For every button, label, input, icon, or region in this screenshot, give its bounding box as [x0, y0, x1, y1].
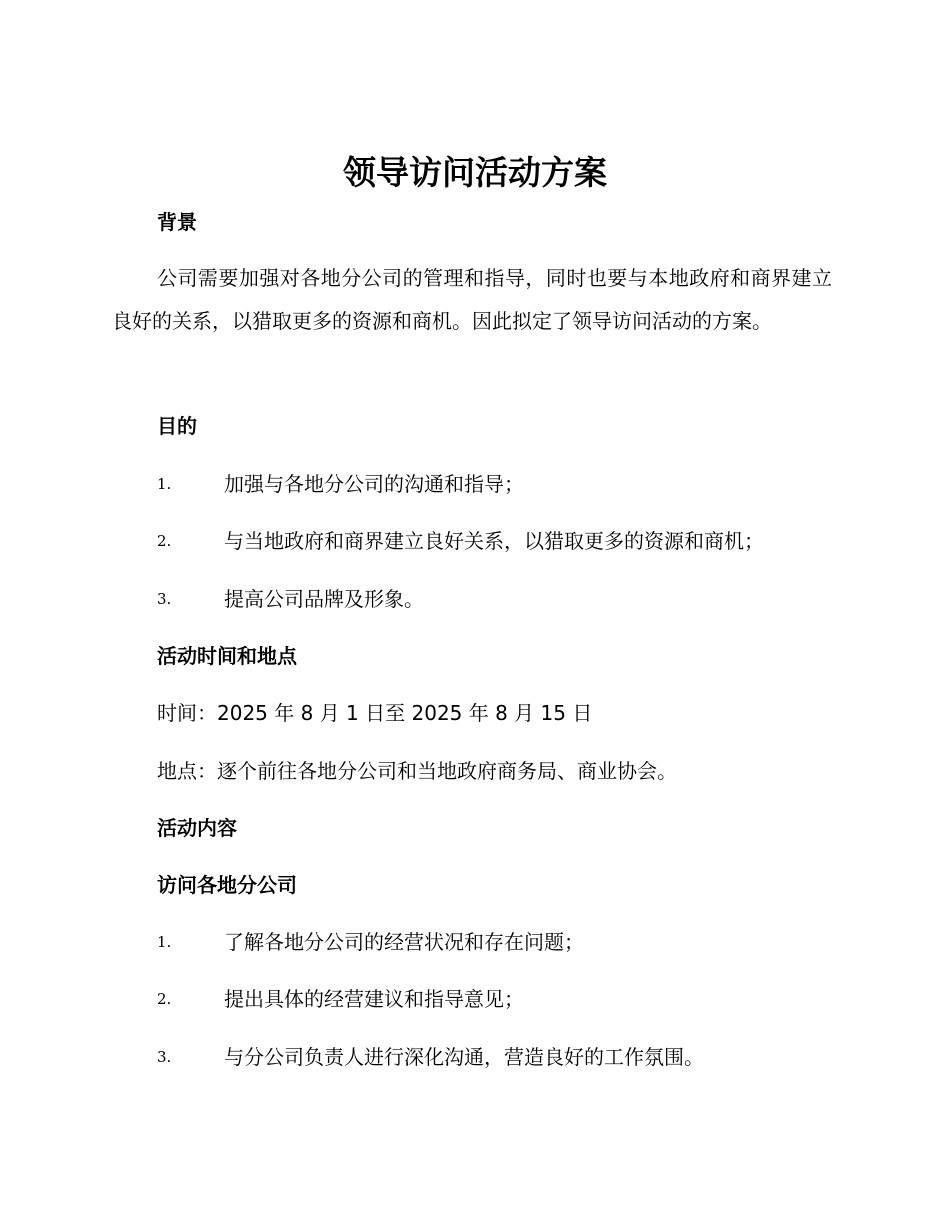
list-item — [157, 527, 857, 555]
activity-place: 地点：逐个前往各地分公司和当地政府商务局、商业协会。 — [157, 759, 677, 783]
list-item — [157, 928, 857, 956]
activity-time: 时间：2025 年 8 月 1 日至 2025 年 8 月 15 日 — [157, 701, 593, 725]
list-item — [157, 1043, 857, 1071]
list-text: 与分公司负责人进行深化沟通，营造良好的工作氛围。 — [224, 1045, 704, 1069]
background-paragraph: 公司需要加强对各地分公司的管理和指导，同时也要与本地政府和商界建立良好的关系，以猎取更多的资源和商机。因此拟定了领导访问活动的方案。 — [112, 266, 832, 333]
list-text: 提出具体的经营建议和指导意见； — [224, 987, 524, 1011]
list-item — [157, 985, 857, 1013]
section-heading-content: 活动内容 — [157, 816, 237, 840]
document-title: 领导访问活动方案 — [343, 153, 607, 192]
section-heading-purpose: 目的 — [157, 414, 197, 438]
list-number: 3. — [157, 590, 172, 608]
list-number: 1. — [157, 933, 172, 951]
list-item — [157, 585, 857, 613]
list-text: 与当地政府和商界建立良好关系，以猎取更多的资源和商机； — [224, 529, 764, 553]
list-number: 3. — [157, 1048, 172, 1066]
list-number: 2. — [157, 990, 172, 1008]
list-text: 提高公司品牌及形象。 — [224, 587, 424, 611]
list-item — [157, 470, 857, 498]
list-number: 2. — [157, 532, 172, 550]
section-heading-time-place: 活动时间和地点 — [157, 644, 297, 668]
list-text: 了解各地分公司的经营状况和存在问题； — [224, 930, 584, 954]
section-heading-background: 背景 — [157, 210, 197, 234]
subsection-heading-visit-branches: 访问各地分公司 — [157, 873, 297, 897]
list-number: 1. — [157, 475, 172, 493]
list-text: 加强与各地分公司的沟通和指导； — [224, 472, 524, 496]
